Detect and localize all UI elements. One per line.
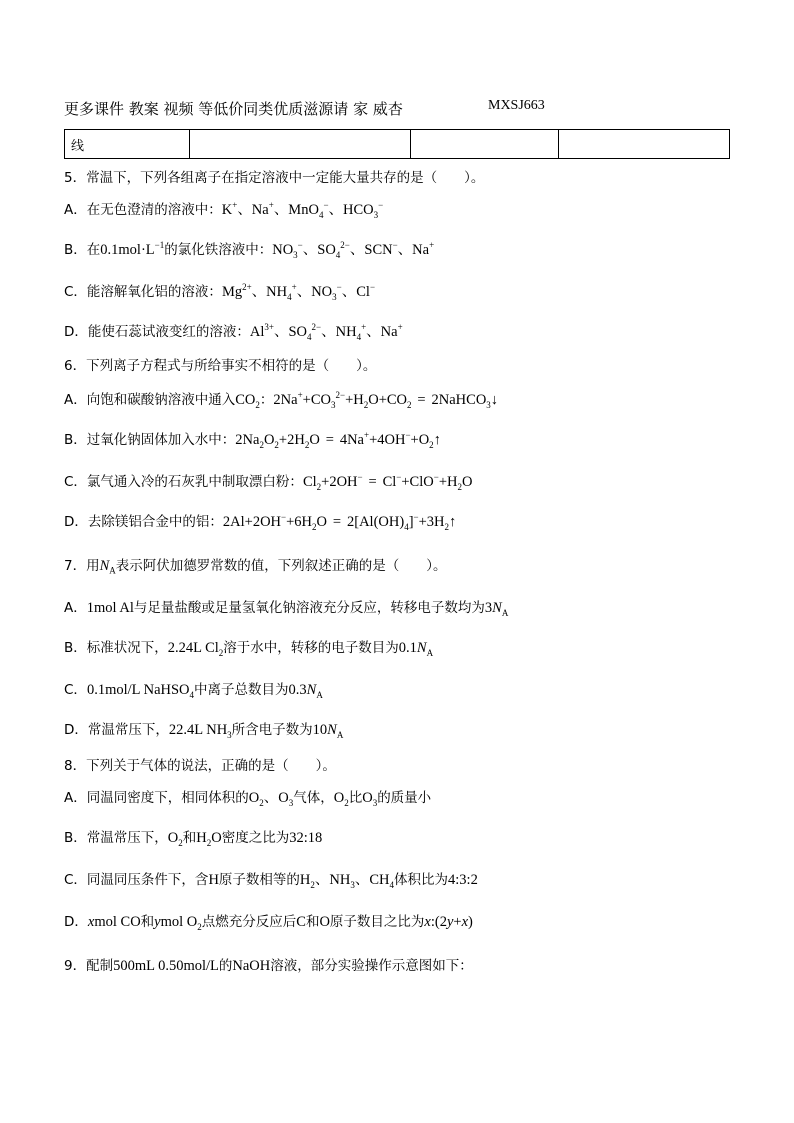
- seal-cell-1: 线: [65, 130, 190, 159]
- question-6-option-c: C．氯气通入冷的石灰乳中制取漂白粉：$Cl_2+2OH^-= Cl^-+ClO^-+H_2O$: [64, 470, 472, 492]
- seal-cell-3: [411, 130, 559, 159]
- page-header: [64, 98, 545, 119]
- question-7-option-d: D．常温常压下，22.4L $NH_3$所含电子数为$10N_A$: [64, 722, 344, 740]
- question-5-option-d: D．能使石蕊试液变红的溶液：$Al^{3+}$、$SO_4^{2-}$、$NH_4^+$、Na+: [64, 322, 403, 342]
- question-5-option-b: B．在$0.1mol\cdot L^{-1}$的氯化铁溶液中：$NO_3^-$、$SO_4^{2-}$、SCN−、Na+: [64, 240, 435, 260]
- question-6-stem: 6．下列离子方程式与所给事实不相符的是（ ）。: [64, 358, 377, 374]
- question-8-stem: 8．下列关于气体的说法，正确的是（ ）。: [64, 758, 336, 774]
- question-7-option-c: C．0.1mol/L NaHSO$_4$中离子总数目为$0.3N_A$: [64, 682, 323, 700]
- question-5-option-a: A．在无色澄清的溶液中：K+、Na+、MnO$_4$−、$HCO_3^-$: [64, 200, 384, 220]
- seal-line-table: [64, 129, 730, 159]
- question-8-option-b: B．常温常压下，$O_2$和$H_2O$密度之比为32:18: [64, 830, 323, 848]
- seal-cell-4: [559, 130, 730, 159]
- header-code: MXSJ663: [488, 98, 545, 113]
- seal-cell-2: [190, 130, 411, 159]
- question-5-stem: 5．常温下，下列各组离子在指定溶液中一定能大量共存的是（ ）。: [64, 170, 485, 186]
- question-8-option-d: D．xmol CO和ymol $O_2$点燃充分反应后C和O原子数目之比为x:(2y+x): [64, 914, 473, 932]
- question-6-option-b: B．过氧化钠固体加入水中：$2Na_2O_2+2H_2O=$ $4Na^++4OH^-+O_2↑$: [64, 428, 441, 450]
- question-7-option-a: A．1mol Al与足量盐酸或足量氢氧化钠溶液充分反应，转移电子数均为$3N_A$: [64, 600, 509, 618]
- question-8-option-a: A．同温同密度下，相同体积的$O_2$、$O_3$气体，$O_2$比$O_3$的质量小: [64, 790, 432, 808]
- question-7-stem: 7．用$N_A$表示阿伏加德罗常数的值，下列叙述正确的是（ ）。: [64, 558, 447, 576]
- promo-text: 更多课件 教案 视频 等低价同类优质滋源请 家 威杏: [64, 100, 403, 118]
- question-9-stem: 9．配制500mL 0.50mol/L的NaOH溶液，部分实验操作示意图如下：: [64, 958, 473, 974]
- question-5-option-c: C．能溶解氧化铝的溶液：$Mg^{2+}$、$NH_4^+$、$NO_3^-$、Cl−: [64, 282, 376, 302]
- question-6-option-a: A．向饱和碳酸钠溶液中通入$CO_2$：$2Na^++CO_3^{2-}+H_2O+CO_2=$ 2NaHCO$_3$↓: [64, 388, 498, 410]
- question-7-option-b: B．标准状况下，2.24L $Cl_2$溶于水中，转移的电子数目为$0.1N_A$: [64, 640, 434, 658]
- question-6-option-d: D．去除镁铝合金中的铝：$2Al+2OH^-+6H_2O=$ $2[Al(OH)_4]^-+3H_2↑$: [64, 510, 456, 532]
- question-8-option-c: C．同温同压条件下，含H原子数相等的$H_2$、$NH_3$、$CH_4$体积比为4:3:2: [64, 872, 478, 890]
